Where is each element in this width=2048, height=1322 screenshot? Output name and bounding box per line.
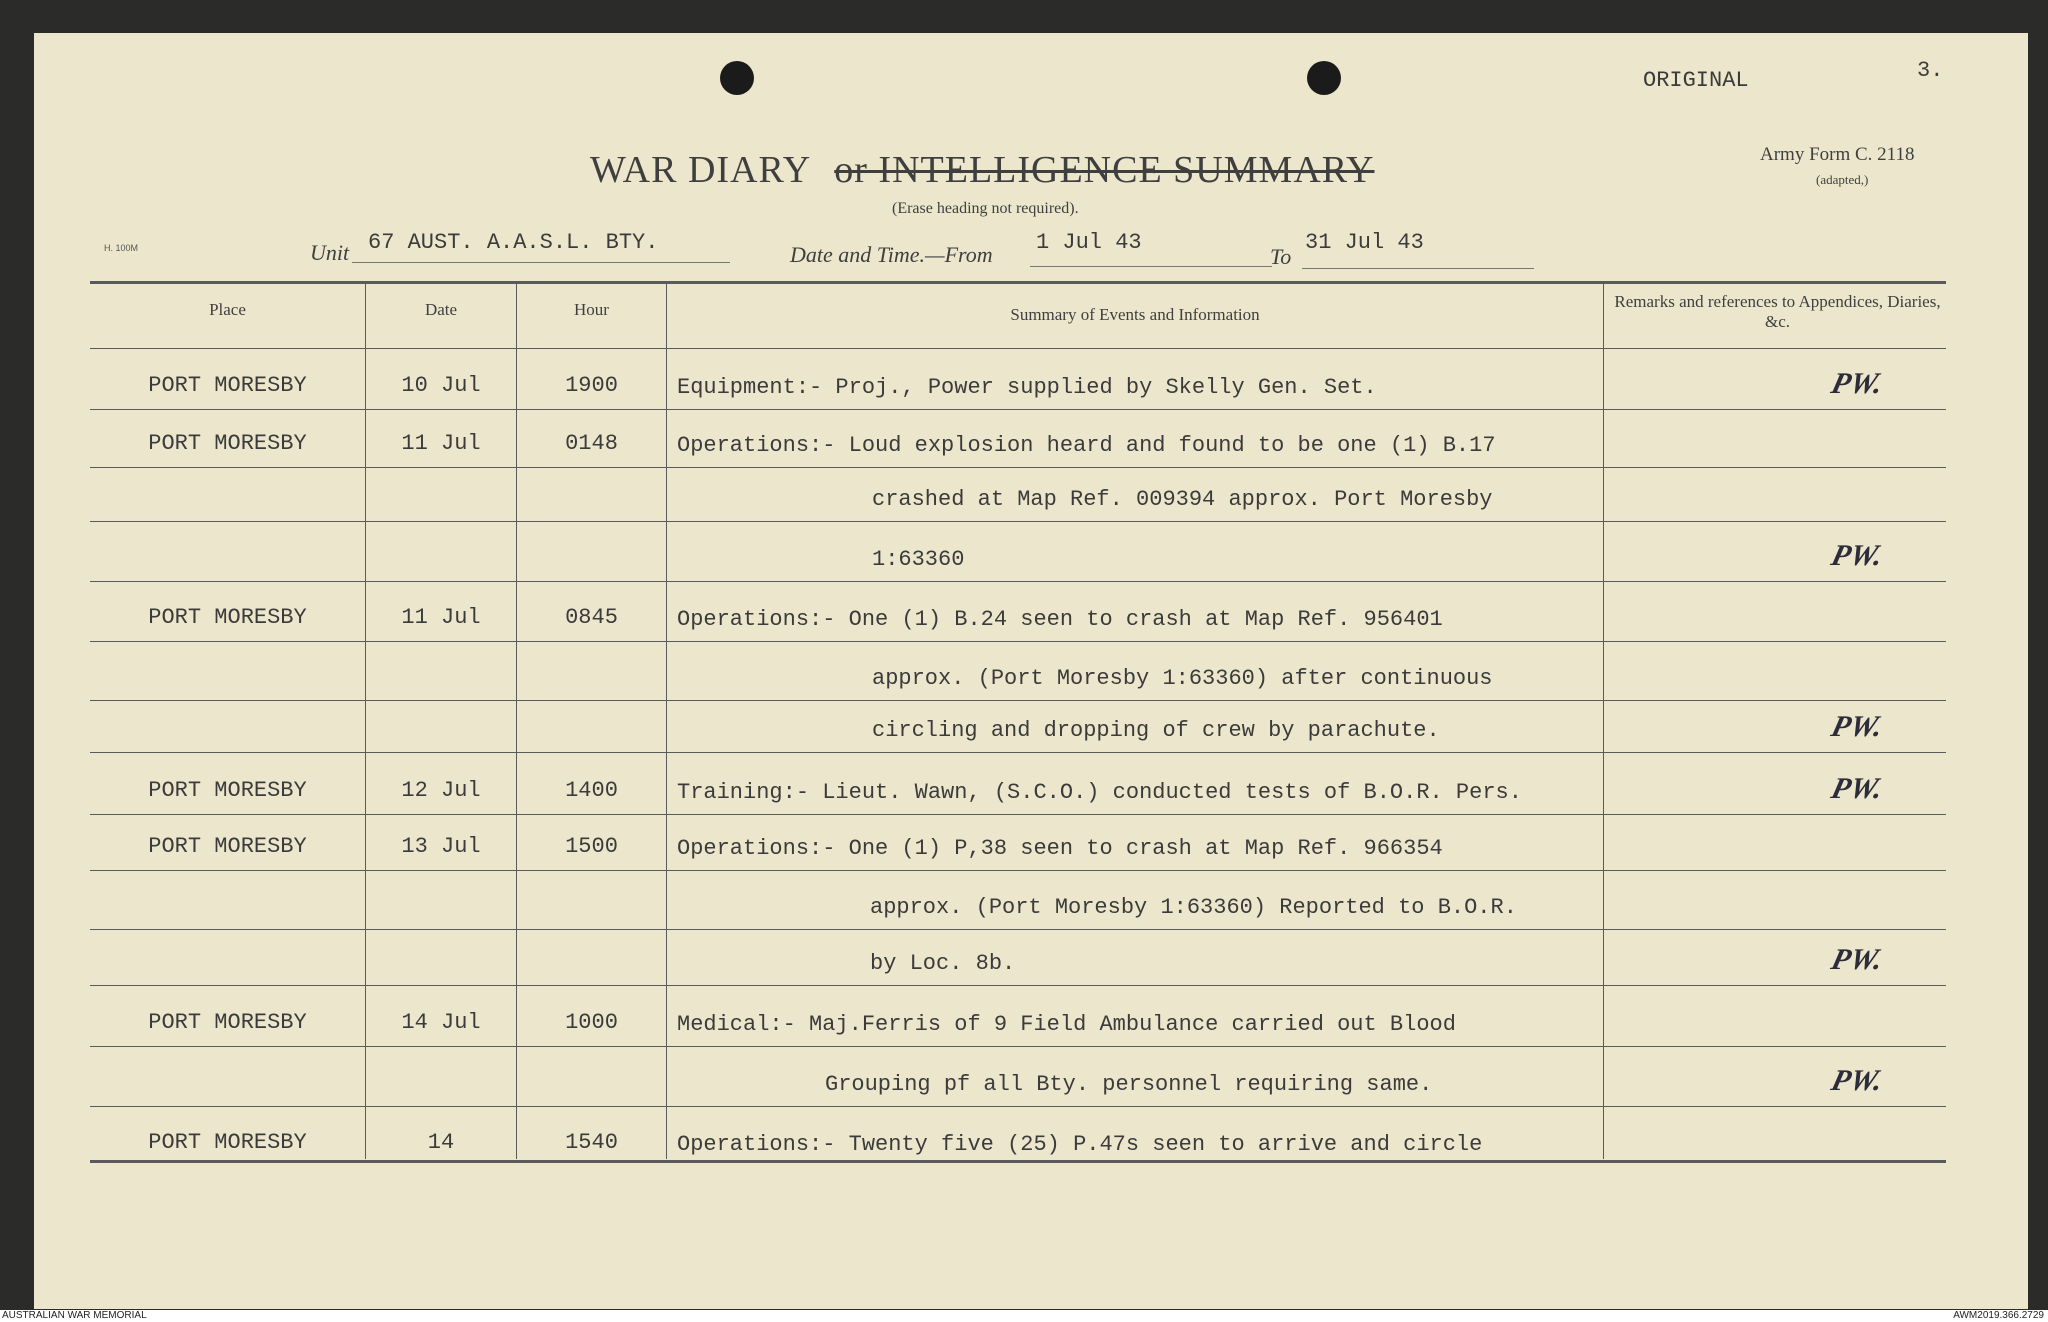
table-bottom-rule [90, 1160, 1946, 1163]
archive-reference: AWM2019.366.2729 [1953, 1310, 2044, 1321]
army-form-adapted: (adapted,) [1816, 172, 1869, 187]
entry-text: approx. (Port Moresby 1:63360) Reported to B.O.R. [870, 895, 1517, 920]
entry-text: 1:63360 [872, 547, 965, 572]
entry-hour: 1900 [565, 373, 618, 398]
entry-hour: 0845 [565, 605, 618, 630]
date-time-label: Date and Time.—From [790, 242, 993, 267]
row-rule [90, 581, 1946, 582]
header-rule [90, 348, 1946, 349]
page-number: 3. [1917, 58, 1944, 83]
signature-initials: PW. [1828, 772, 1887, 805]
signature-initials: PW. [1828, 539, 1887, 572]
row-rule [90, 521, 1946, 522]
entry-date: 11 Jul [401, 605, 481, 630]
entry-hour: 1000 [565, 1010, 618, 1035]
entry-place: PORT MORESBY [148, 778, 307, 803]
original-stamp: ORIGINAL [1643, 68, 1749, 93]
entry-text: by Loc. 8b. [870, 951, 1016, 976]
row-rule [90, 929, 1946, 930]
entry-text: Operations:- Loud explosion heard and found to be one (1) B.17 [677, 433, 1496, 458]
col-header-place: Place [209, 300, 246, 319]
entry-text: Operations:- Twenty five (25) P.47s seen to arrive and circle [677, 1132, 1483, 1157]
from-date-value: 1 Jul 43 [1036, 230, 1142, 255]
entry-date: 10 Jul [401, 373, 481, 398]
row-rule [90, 752, 1946, 753]
entry-date: 14 Jul [401, 1010, 481, 1035]
entry-place: PORT MORESBY [148, 605, 307, 630]
col-header-hour: Hour [574, 300, 609, 319]
entry-text: Operations:- One (1) B.24 seen to crash at Map Ref. 956401 [677, 607, 1443, 632]
entry-text: Grouping pf all Bty. personnel requiring same. [825, 1072, 1433, 1097]
entry-place: PORT MORESBY [148, 373, 307, 398]
entry-date: 12 Jul [401, 778, 481, 803]
entry-hour: 1500 [565, 834, 618, 859]
entry-date: 14 [427, 1130, 455, 1155]
unit-label: Unit [310, 240, 350, 265]
entry-place: PORT MORESBY [148, 834, 307, 859]
page-title [590, 148, 1374, 192]
entry-place: PORT MORESBY [148, 1010, 307, 1035]
from-underline [1030, 266, 1272, 267]
row-rule [90, 814, 1946, 815]
entry-text: crashed at Map Ref. 009394 approx. Port Moresby [872, 487, 1493, 512]
punch-hole-left [720, 61, 754, 95]
form-code: H. 100M [104, 243, 139, 253]
signature-initials: PW. [1828, 710, 1887, 743]
to-label: To [1270, 244, 1292, 269]
row-rule [90, 409, 1946, 410]
entry-text: approx. (Port Moresby 1:63360) after continuous [872, 666, 1493, 691]
archive-footer [0, 1310, 2048, 1322]
row-rule [90, 467, 1946, 468]
punch-hole-right [1307, 61, 1341, 95]
entry-hour: 0148 [565, 431, 618, 456]
col-header-date: Date [424, 300, 458, 319]
to-underline [1302, 268, 1534, 269]
col-divider-4 [1603, 281, 1604, 1159]
entry-place: PORT MORESBY [148, 431, 307, 456]
signature-initials: PW. [1828, 367, 1887, 400]
row-rule [90, 1046, 1946, 1047]
table-top-rule [90, 281, 1946, 284]
entry-hour: 1400 [565, 778, 618, 803]
entry-hour: 1540 [565, 1130, 618, 1155]
col-header-remarks: Remarks and references to Appendices, Diaries, &c. [1614, 292, 1941, 331]
title-main: WAR DIARY [590, 149, 810, 191]
army-form-label: Army Form C. 2118 [1760, 144, 1915, 165]
unit-value: 67 AUST. A.A.S.L. BTY. [368, 230, 659, 255]
row-rule [90, 641, 1946, 642]
row-rule [90, 1106, 1946, 1107]
archive-name: AUSTRALIAN WAR MEMORIAL [2, 1310, 147, 1321]
title-struck: or INTELLIGENCE SUMMARY [834, 149, 1375, 191]
entry-text: Medical:- Maj.Ferris of 9 Field Ambulance carried out Blood [677, 1012, 1456, 1037]
signature-initials: PW. [1828, 1064, 1887, 1097]
entry-text: Equipment:- Proj., Power supplied by Skelly Gen. Set. [677, 375, 1377, 400]
erase-note: (Erase heading not required). [892, 200, 1079, 217]
entry-text: Operations:- One (1) P,38 seen to crash at Map Ref. 966354 [677, 836, 1443, 861]
signature-initials: PW. [1828, 943, 1887, 976]
entry-date: 11 Jul [401, 431, 481, 456]
entry-text: Training:- Lieut. Wawn, (S.C.O.) conducted tests of B.O.R. Pers. [677, 780, 1522, 805]
unit-underline [352, 262, 730, 263]
to-date-value: 31 Jul 43 [1305, 230, 1424, 255]
entry-place: PORT MORESBY [148, 1130, 307, 1155]
row-rule [90, 870, 1946, 871]
col-header-summary: Summary of Events and Information [1010, 305, 1260, 324]
row-rule [90, 985, 1946, 986]
col-divider-3 [666, 281, 667, 1159]
entry-date: 13 Jul [401, 834, 481, 859]
entry-text: circling and dropping of crew by parachute. [872, 718, 1440, 743]
row-rule [90, 700, 1946, 701]
